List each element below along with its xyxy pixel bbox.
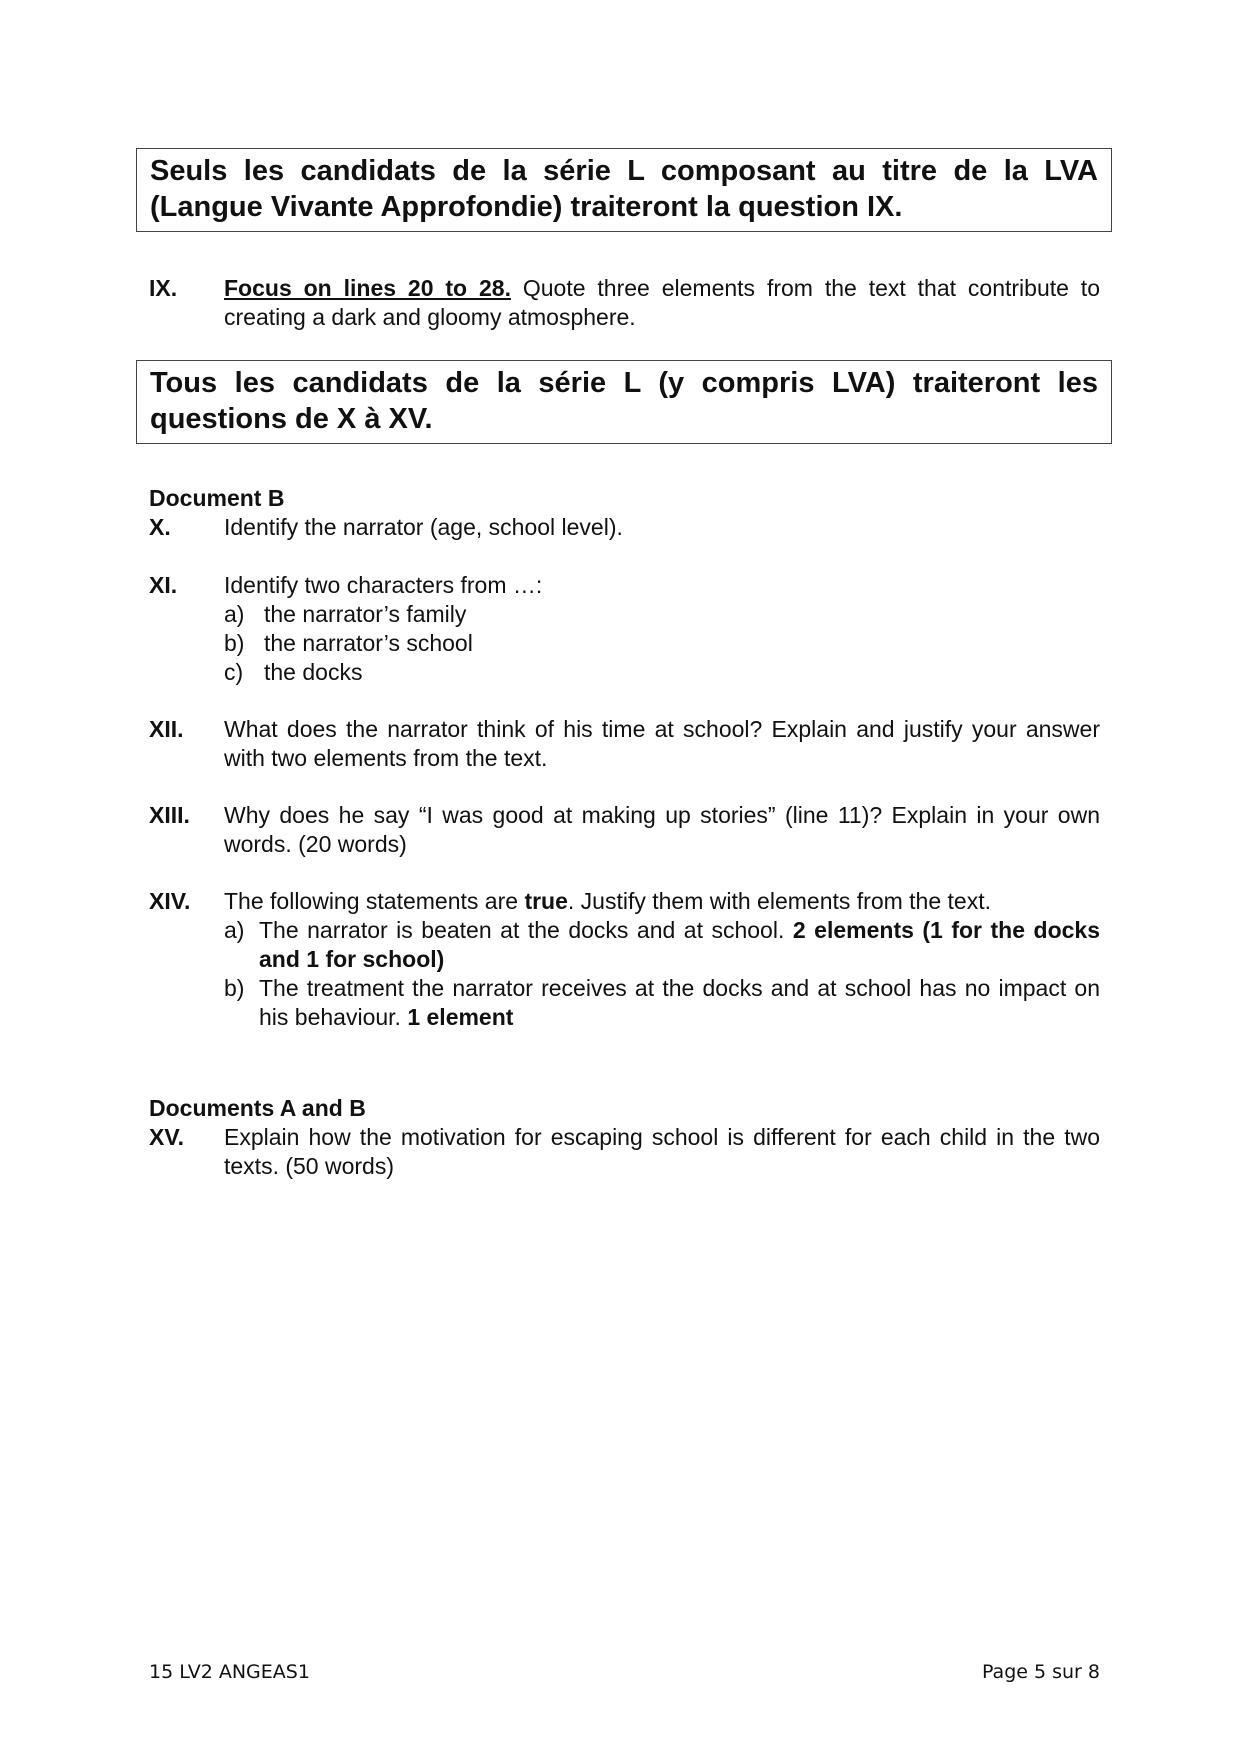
sub-item-c: c) the docks [224,659,363,685]
footer-exam-code: 15 LV2 ANGEAS1 [149,1661,310,1683]
question-14 [149,887,1100,1032]
question-number: IX. [149,275,178,301]
question-body [224,274,1100,332]
question-body [224,571,1100,687]
sub-item-a: a) the narrator’s family [224,601,467,627]
sub-item-a: a) The narrator is beaten at the docks and at school. 2 elements (1 for the docks and 1 for school) [224,917,1100,972]
question-11 [149,571,1100,687]
question-number: XIV. [149,888,191,914]
instruction-all-text: Tous les candidats de la série L (y compris LVA) traiteront les questions de X à XV. [150,367,1098,435]
question-10 [149,513,1100,542]
section-heading-document-b: Document B [149,485,285,511]
question-13 [149,801,1100,859]
question-number: XV. [149,1124,184,1150]
focus-lines: Focus on lines 20 to 28. [224,275,511,301]
question-body [224,887,1100,1032]
question-text: Identify two characters from …: [224,572,543,598]
footer-page-number: Page 5 sur 8 [981,1661,1100,1683]
question-text: Explain how the motivation for escaping school is different for each child in the two texts. (50 words) [224,1124,1100,1179]
question-text: Quote three elements from the text that contribute to creating a dark and gloomy atmosphere. [224,275,1100,330]
instruction-lva-text: Seuls les candidats de la série L composant au titre de la LVA (Langue Vivante Approfondie) traiteront la question IX. [150,155,1098,223]
instruction-box-all [136,360,1112,444]
sub-item-b: b) the narrator’s school [224,630,473,656]
question-text: What does the narrator think of his time at school? Explain and justify your answer with two elements from the text. [224,716,1100,771]
question-number: X. [149,514,171,540]
sub-item-b: b) The treatment the narrator receives at the docks and at school has no impact on his behaviour. 1 element [224,975,1100,1030]
question-text: Identify the narrator (age, school level). [224,514,623,540]
question-15 [149,1123,1100,1181]
question-12 [149,715,1100,773]
question-number: XIII. [149,802,190,828]
question-text: The following statements are true. Justify them with elements from the text. [224,888,991,914]
question-number: XI. [149,572,178,598]
section-heading-documents-a-b: Documents A and B [149,1095,366,1121]
question-text: Why does he say “I was good at making up stories” (line 11)? Explain in your own words. (20 words) [224,802,1100,857]
question-number: XII. [149,716,184,742]
instruction-box-lva [136,148,1112,232]
question-9 [149,274,1100,332]
